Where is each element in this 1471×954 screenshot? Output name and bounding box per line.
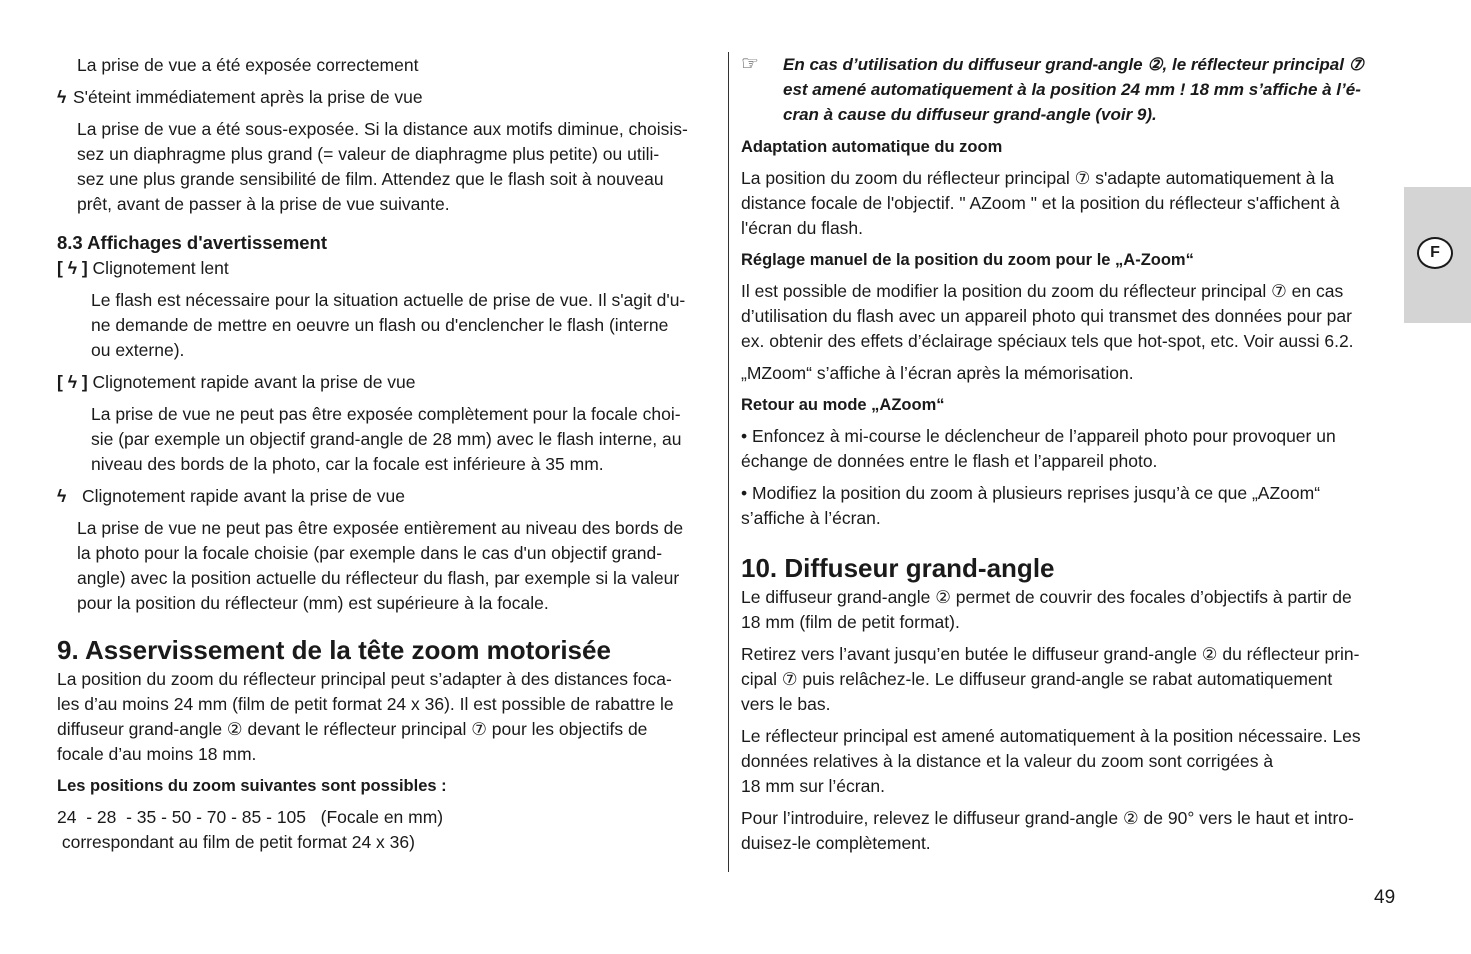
warning-fast-line: [ ϟ ] Clignotement rapide avant la prise de vue	[57, 372, 416, 392]
warning-fast-paragraph: La prise de vue ne peut pas être exposée complètement pour la focale choi- sie (par exemple un objectif grand-angle de 28 mm) avec le flash interne, au niveau des bords de la photo, car la focale est inférieure à 35 mm.	[91, 404, 682, 474]
lightning-icon: ϟ	[57, 87, 67, 107]
column-divider	[728, 52, 729, 872]
lightning-icon: ϟ	[67, 258, 77, 278]
underexposed-paragraph: La prise de vue a été sous-exposée. Si la distance aux motifs diminue, choisis- sez un diaphragme plus grand (= valeur de diaphragme plus petite) ou utili- sez une plus grande sensibilité de film. Attendez que le flash soit à nouveau prêt, avant de passer à la prise de vue suivante.	[77, 119, 688, 214]
mzoom-text: „MZoom“ s’affiche à l’écran après la mémorisation.	[741, 363, 1134, 383]
warning-slow-line: [ ϟ ] Clignotement lent	[57, 258, 229, 278]
section-8-3-heading: 8.3 Affichages d'avertissement	[57, 232, 328, 253]
warning-fast-2-line: ϟ Clignotement rapide avant la prise de vue	[57, 484, 719, 509]
zoom-positions-heading: Les positions du zoom suivantes sont possibles :	[57, 777, 447, 795]
manual-zoom-paragraph: Il est possible de modifier la position du zoom du réflecteur principal ⑦ en cas d’utilisation du flash avec un appareil photo qui transmet des données pour par ex. obtenir des effets d’éclairage spéciaux tels que hot-spot, etc. Voir aussi 6.2.	[741, 281, 1354, 351]
return-azoom-heading: Retour au mode „AZoom“	[741, 396, 945, 414]
zoom-values: 24 - 28 - 35 - 50 - 70 - 85 - 105 (Focale en mm)	[57, 807, 444, 827]
section-10-paragraph-4: Pour l’introduire, relevez le diffuseur grand-angle ② de 90° vers le haut et intro- duisez-le complètement.	[741, 808, 1354, 853]
section-9-heading: 9. Asservissement de la tête zoom motorisée	[57, 635, 611, 665]
warning-slow-paragraph: Le flash est nécessaire pour la situation actuelle de prise de vue. Il s'agit d'u- ne demande de mettre en oeuvre un flash ou d'enclencher le flash (interne ou externe).	[91, 290, 686, 360]
wide-angle-note: ☞ En cas d’utilisation du diffuseur grand-angle ②, le réflecteur principal ⑦ est amené automatiquement à la position 24 mm ! 18 mm s’affiche à l’é- cran à cause du diffuseur grand-angle (voir 9).	[741, 53, 1364, 124]
manual-zoom-heading: Réglage manuel de la position du zoom pour le „A-Zoom“	[741, 251, 1194, 269]
language-tab-letter: F	[1417, 237, 1453, 269]
zoom-values-note: correspondant au film de petit format 24 x 36)	[57, 832, 415, 852]
section-10-paragraph-2: Retirez vers l’avant jusqu’en butée le diffuseur grand-angle ② du réflecteur prin- cipal ⑦ puis relâchez-le. Le diffuseur grand-angle se rabat automatiquement vers le bas.	[741, 644, 1360, 714]
section-9-paragraph: La position du zoom du réflecteur principal peut s’adapter à des distances foca- les d’au moins 24 mm (film de petit format 24 x 36). Il est possible de rabattre le diffuseur grand-angle ② devant le réflecteur principal ⑦ pour les objectifs de focale d’au moins 18 mm.	[57, 669, 674, 764]
lightning-icon: ϟ	[57, 486, 67, 506]
auto-zoom-heading: Adaptation automatique du zoom	[741, 138, 1003, 156]
bullet-item-1: • Enfoncez à mi-course le déclencheur de l’appareil photo pour provoquer un échange de données entre le flash et l’appareil photo.	[741, 426, 1336, 471]
section-10-paragraph-3: Le réflecteur principal est amené automatiquement à la position nécessaire. Les données relatives à la distance et la valeur du zoom sont corrigées à 18 mm sur l’écran.	[741, 726, 1361, 796]
exposure-correct-text: La prise de vue a été exposée correctement	[77, 55, 419, 75]
flash-off-line	[57, 85, 719, 110]
section-10-paragraph-1: Le diffuseur grand-angle ② permet de couvrir des focales d’objectifs à partir de 18 mm (film de petit format).	[741, 587, 1352, 632]
warning-fast-2-paragraph: La prise de vue ne peut pas être exposée entièrement au niveau des bords de la photo pour la focale choisie (par exemple dans le cas d'un objectif grand- angle) avec la position actuelle du réflecteur du flash, par exemple si la valeur pour la position du réflecteur (mm) est supérieure à la focale.	[77, 518, 684, 613]
right-column	[741, 50, 1401, 856]
lightning-icon: ϟ	[67, 372, 77, 392]
section-10-heading: 10. Diffuseur grand-angle	[741, 553, 1055, 583]
page-number: 49	[1374, 887, 1396, 908]
flash-off-text: S'éteint immédiatement après la prise de vue	[73, 87, 423, 107]
bullet-item-2: • Modifiez la position du zoom à plusieurs reprises jusqu’à ce que „AZoom“ s’affiche à l’écran.	[741, 483, 1321, 528]
auto-zoom-paragraph: La position du zoom du réflecteur principal ⑦ s'adapte automatiquement à la distance focale de l'objectif. " AZoom " et la position du réflecteur s'affichent à l'écran du flash.	[741, 168, 1340, 238]
left-column	[57, 50, 719, 855]
pointing-hand-icon: ☞	[741, 53, 759, 75]
language-tab	[1404, 187, 1471, 323]
